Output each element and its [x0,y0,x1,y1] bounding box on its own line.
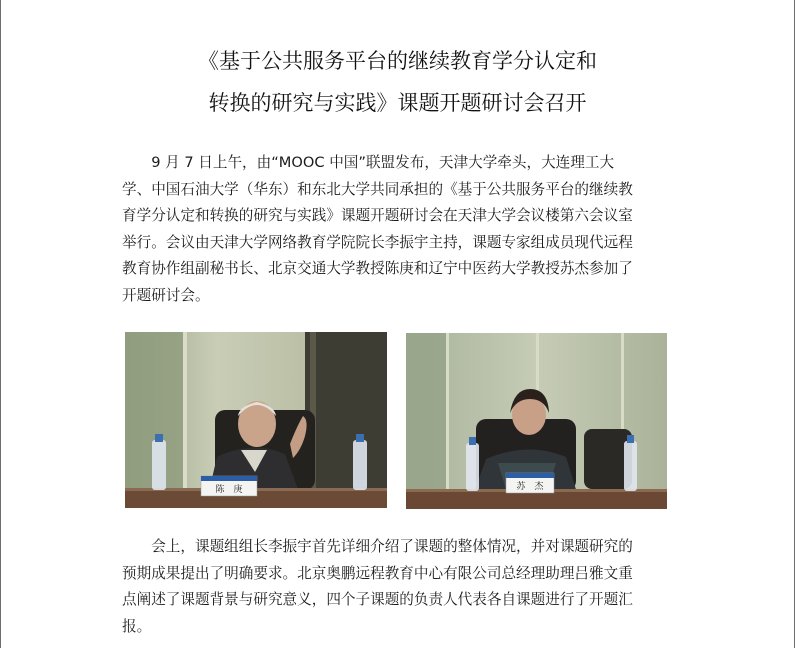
paragraph-line: 育学分认定和转换的研究与实践》课题开题研讨会在天津大学会议楼第六会议室 [122,207,633,224]
paragraph-line: 学、中国石油大学（华东）和东北大学共同承担的《基于公共服务平台的继续教 [122,180,633,198]
article-title-line-1: 《基于公共服务平台的继续教育学分认定和 [198,49,597,73]
paragraph-line: 点阐述了课题背景与研究意义，四个子课题的负责人代表各自课题进行了开题汇 [122,591,633,608]
paragraph-line: 教育协作组副秘书长、北京交通大学教授陈庚和辽宁中医药大学教授苏杰参加了 [122,260,633,277]
nameplate-label-su: 苏 杰 [516,482,544,492]
paragraph-meeting [122,534,678,640]
paragraph-line: 9 月 7 日上午，由“MOOC 中国”联盟发布，天津大学牵头，大连理工大 [122,154,615,171]
paragraph-line: 开题研讨会。 [122,286,210,304]
paragraph-line: 报。 [122,617,152,635]
article-title-line-2: 转换的研究与实践》课题开题研讨会召开 [208,91,587,115]
paragraph-intro [122,150,678,309]
paragraph-line: 预期成果提出了明确要求。北京奥鹏远程教育中心有限公司总经理助理吕雅文重 [122,564,633,582]
paragraph-line: 会上，课题组组长李振宇首先详细介绍了课题的整体情况，并对课题研究的 [122,538,633,555]
paragraph-line: 举行。会议由天津大学网络教育学院院长李振宇主持，课题专家组成员现代远程 [122,233,633,251]
photo-speaker-su [406,333,667,509]
nameplate-label-chen: 陈 庚 [215,485,243,495]
photo-speaker-chen [125,332,387,508]
